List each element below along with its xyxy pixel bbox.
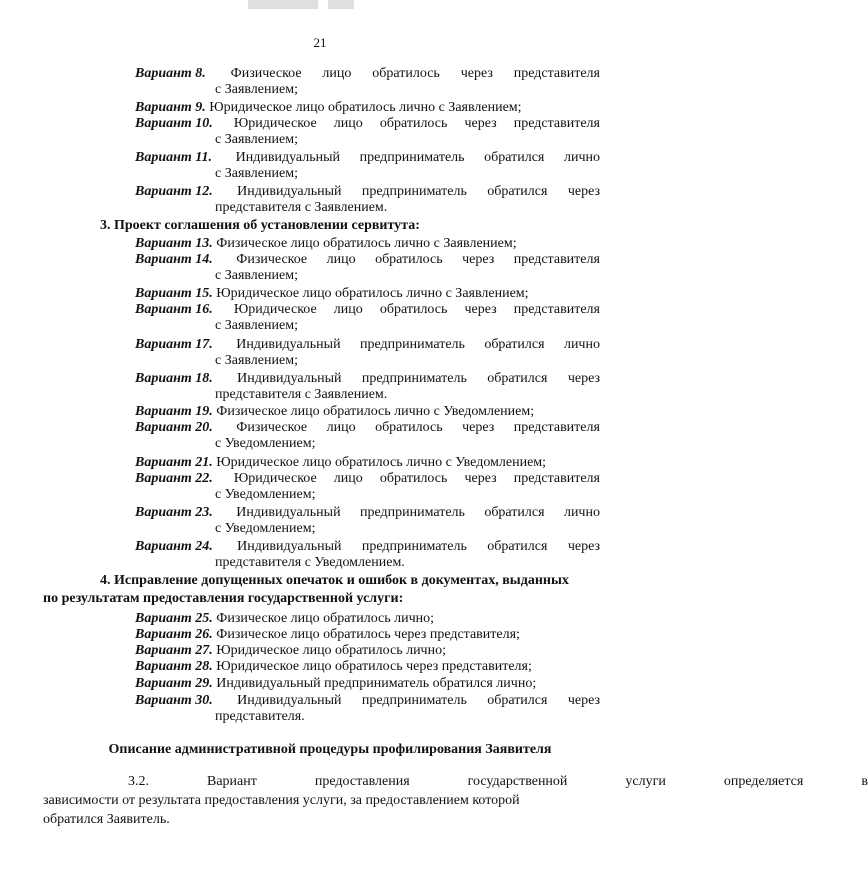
variant-word: обратилось: [379, 302, 448, 317]
variant-continuation: с Заявлением;: [215, 318, 298, 333]
paragraph-line-3: обратился Заявитель.: [43, 812, 170, 827]
variant-word: Юридическое: [233, 116, 317, 131]
variant-item: [135, 150, 600, 182]
variant-item: [135, 505, 600, 537]
variant-word: лично: [563, 150, 600, 165]
variant-word: Индивидуальный: [237, 539, 342, 554]
variant-word: лицо: [322, 66, 352, 81]
variant-text: Физическое лицо обратилось лично с Уведомлением;: [216, 404, 535, 419]
variant-line: [135, 150, 600, 166]
variant-word: Физическое: [236, 420, 308, 435]
variant-continuation: с Уведомлением;: [215, 487, 316, 502]
variant-line: [135, 420, 600, 436]
variant-label: Вариант 23.: [135, 505, 213, 520]
variant-continuation: с Заявлением;: [215, 82, 298, 97]
variant-line: [135, 471, 600, 487]
variant-item: [135, 66, 600, 98]
variant-item: [135, 404, 600, 420]
variant-label: Вариант 27.: [135, 643, 213, 658]
variant-item: [135, 302, 600, 334]
variant-item: [135, 100, 600, 116]
variant-word: Физическое: [230, 66, 302, 81]
variant-text: Юридическое лицо обратилось лично с Уведомлением;: [216, 455, 547, 470]
variant-item: [135, 693, 600, 725]
variant-continuation: с Заявлением;: [215, 132, 298, 147]
variant-word: представителя: [513, 252, 600, 267]
variant-word: через: [460, 66, 493, 81]
variant-line: [135, 66, 600, 82]
variant-line: [135, 659, 600, 675]
variant-word: предприниматель: [361, 539, 467, 554]
variant-word: обратилось: [379, 116, 448, 131]
variant-text: Физическое лицо обратилось лично;: [216, 611, 435, 626]
variant-word: представителя: [513, 420, 600, 435]
variant-line: [135, 539, 600, 555]
variant-word: лицо: [326, 420, 356, 435]
variant-item: [135, 455, 600, 471]
variant-text: Индивидуальный предприниматель обратился лично;: [216, 676, 537, 691]
variant-item: [135, 337, 600, 369]
variant-word: представителя: [513, 471, 600, 486]
variant-line: [135, 627, 600, 643]
variant-word: обратилось: [375, 252, 443, 267]
variant-item: [135, 286, 600, 302]
variant-label: Вариант 20.: [135, 420, 213, 435]
variant-line: [135, 236, 600, 252]
variant-word: Индивидуальный: [236, 337, 341, 352]
variant-word: обратился: [484, 505, 545, 520]
variant-label: Вариант 19.: [135, 404, 213, 419]
variant-label: Вариант 24.: [135, 539, 213, 554]
variant-line: [135, 455, 600, 471]
variant-word: лично: [563, 505, 600, 520]
variant-word: обратилось: [372, 66, 440, 81]
variant-word: обратился: [484, 150, 545, 165]
variant-item: [135, 252, 600, 284]
variant-word: обратился: [487, 371, 548, 386]
variant-item: [135, 539, 600, 571]
variant-text: Юридическое лицо обратилось лично;: [216, 643, 446, 658]
variant-line: [135, 337, 600, 353]
variant-line: [135, 611, 600, 627]
variant-line: [135, 505, 600, 521]
variant-item: [135, 627, 600, 643]
variant-label: Вариант 9.: [135, 100, 206, 115]
variant-word: через: [464, 302, 497, 317]
variant-word: через: [462, 252, 495, 267]
section-4-title-line-1: 4. Исправление допущенных опечаток и ошибок в документах, выданных: [100, 573, 569, 588]
variant-line: [135, 404, 600, 420]
paragraph-line-2: зависимости от результата предоставления услуги, за предоставлением которой: [43, 793, 520, 808]
variant-word: представителя: [513, 302, 600, 317]
variant-label: Вариант 30.: [135, 693, 213, 708]
variant-label: Вариант 18.: [135, 371, 213, 386]
variant-word: лицо: [326, 252, 356, 267]
paragraph-word: в: [861, 774, 868, 789]
variant-word: лицо: [333, 116, 363, 131]
variant-word: предприниматель: [359, 505, 465, 520]
variant-line: [135, 184, 600, 200]
variant-word: лицо: [333, 471, 363, 486]
variant-continuation: представителя с Заявлением.: [215, 387, 388, 402]
variant-line: [135, 100, 600, 116]
variant-continuation: представителя с Уведомлением.: [215, 555, 405, 570]
variant-label: Вариант 14.: [135, 252, 213, 267]
variant-line: [135, 252, 600, 268]
scan-artifact: [328, 0, 354, 9]
paragraph-word: 3.2.: [128, 774, 149, 789]
variant-word: через: [567, 539, 600, 554]
variant-label: Вариант 8.: [135, 66, 206, 81]
variant-line: [135, 302, 600, 318]
variant-word: предприниматель: [359, 150, 465, 165]
paragraph-word: определяется: [723, 774, 804, 789]
variant-word: Юридическое: [233, 302, 317, 317]
variant-line: [135, 676, 600, 692]
variant-item: [135, 643, 600, 659]
variant-label: Вариант 11.: [135, 150, 213, 165]
variant-label: Вариант 26.: [135, 627, 213, 642]
variant-word: представителя: [513, 116, 600, 131]
variant-text: Юридическое лицо обратилось лично с Заявлением;: [216, 286, 529, 301]
variant-word: Индивидуальный: [237, 693, 342, 708]
variant-word: предприниматель: [359, 337, 465, 352]
variant-word: обратился: [487, 539, 548, 554]
variant-word: обратился: [487, 184, 548, 199]
variant-word: обратился: [487, 693, 548, 708]
variant-word: представителя: [513, 66, 600, 81]
variant-text: Физическое лицо обратилось лично с Заявлением;: [216, 236, 517, 251]
variant-label: Вариант 10.: [135, 116, 213, 131]
variant-line: [135, 371, 600, 387]
section-4-title-line-2: по результатам предоставления государственной услуги:: [43, 591, 404, 606]
page-number: 21: [313, 35, 327, 50]
variant-word: Индивидуальный: [237, 371, 342, 386]
variant-label: Вариант 22.: [135, 471, 213, 486]
variant-label: Вариант 17.: [135, 337, 213, 352]
variant-item: [135, 420, 600, 452]
variant-word: через: [464, 471, 497, 486]
variant-item: [135, 471, 600, 503]
variant-item: [135, 676, 600, 692]
variant-label: Вариант 28.: [135, 659, 213, 674]
variant-continuation: представителя.: [215, 709, 305, 724]
variant-word: Юридическое: [233, 471, 317, 486]
variant-word: Индивидуальный: [237, 184, 342, 199]
paragraph-word: государственной: [467, 774, 568, 789]
variant-word: через: [567, 184, 600, 199]
paragraph-word: Вариант: [207, 774, 257, 789]
variant-continuation: с Заявлением;: [215, 268, 298, 283]
variant-item: [135, 184, 600, 216]
variant-word: Индивидуальный: [235, 150, 340, 165]
variant-label: Вариант 21.: [135, 455, 213, 470]
paragraph-3-2: [43, 772, 868, 829]
variant-word: Физическое: [236, 252, 308, 267]
variant-line: [135, 643, 600, 659]
variant-label: Вариант 25.: [135, 611, 213, 626]
variant-word: лично: [563, 337, 600, 352]
variant-word: обратился: [484, 337, 545, 352]
variant-text: Юридическое лицо обратилось лично с Заявлением;: [209, 100, 522, 115]
variant-continuation: с Уведомлением;: [215, 521, 316, 536]
variant-word: Индивидуальный: [236, 505, 341, 520]
variant-word: через: [567, 693, 600, 708]
variant-word: предприниматель: [361, 693, 467, 708]
variant-label: Вариант 16.: [135, 302, 213, 317]
variant-line: [135, 693, 600, 709]
variant-word: через: [567, 371, 600, 386]
variant-continuation: с Заявлением;: [215, 166, 298, 181]
variant-text: Юридическое лицо обратилось через представителя;: [216, 659, 532, 674]
variant-label: Вариант 15.: [135, 286, 213, 301]
variant-line: [135, 116, 600, 132]
variant-word: предприниматель: [361, 184, 467, 199]
scan-artifact: [248, 0, 318, 9]
variant-item: [135, 371, 600, 403]
variant-item: [135, 236, 600, 252]
variant-word: через: [464, 116, 497, 131]
section-3-title: 3. Проект соглашения об установлении сервитута:: [100, 218, 420, 233]
variant-item: [135, 659, 600, 675]
variant-label: Вариант 13.: [135, 236, 213, 251]
variant-line: [135, 286, 600, 302]
variant-continuation: с Заявлением;: [215, 353, 298, 368]
variant-label: Вариант 29.: [135, 676, 213, 691]
variant-item: [135, 116, 600, 148]
paragraph-word: услуги: [625, 774, 666, 789]
variant-label: Вариант 12.: [135, 184, 213, 199]
section-heading: Описание административной процедуры профилирования Заявителя: [108, 742, 552, 757]
variant-word: предприниматель: [361, 371, 467, 386]
variant-item: [135, 611, 600, 627]
variant-continuation: представителя с Заявлением.: [215, 200, 388, 215]
variant-word: обратилось: [379, 471, 448, 486]
variant-word: обратилось: [375, 420, 443, 435]
variant-text: Физическое лицо обратилось через представителя;: [216, 627, 520, 642]
variant-word: через: [462, 420, 495, 435]
variant-continuation: с Уведомлением;: [215, 436, 316, 451]
paragraph-word: предоставления: [314, 774, 410, 789]
paragraph-line-1: [70, 772, 868, 791]
variant-word: лицо: [333, 302, 363, 317]
